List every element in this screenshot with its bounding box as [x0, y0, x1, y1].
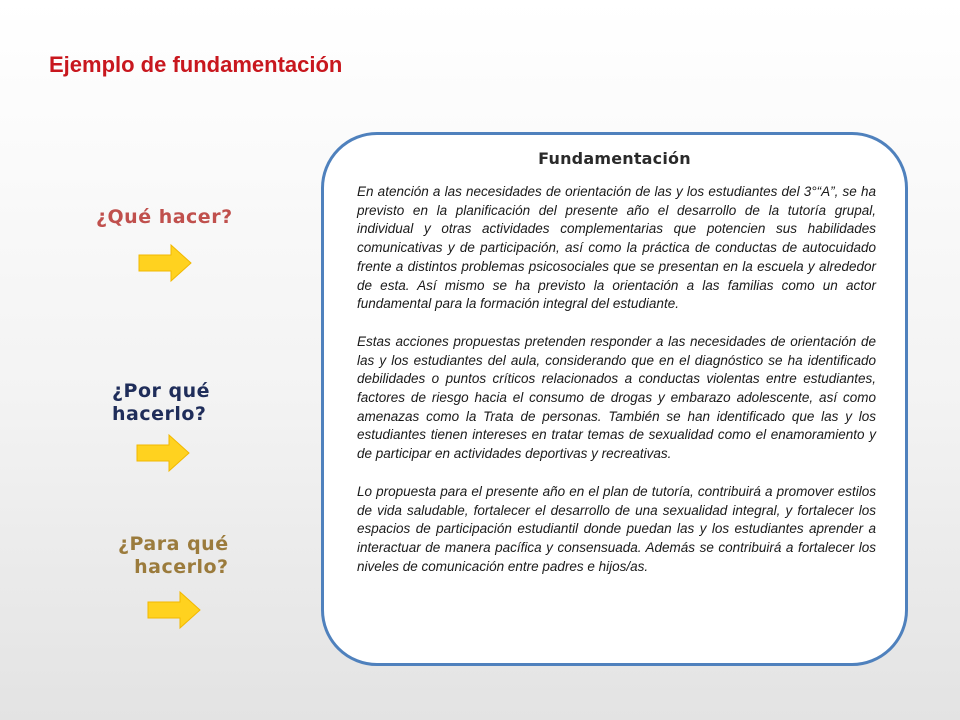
question-what-for-line1: ¿Para qué	[118, 533, 229, 555]
question-why-line2: hacerlo?	[112, 403, 207, 425]
question-what-for-line2: hacerlo?	[134, 556, 229, 578]
question-why-line1: ¿Por qué	[112, 380, 210, 402]
slide-title: Ejemplo de fundamentación	[49, 52, 343, 77]
right-arrow-icon	[147, 590, 201, 630]
fundamentacion-panel	[321, 132, 908, 666]
paragraph: Estas acciones propuestas pretenden responder a las necesidades de orientación de las y los estudiantes del aula, considerando que en el diagnóstico se ha identificado debilidades o puntos críticos relacionados a conductas violentas entre estudiantes, factores de riesgo hacia el consumo de drogas y embarazo adolescente, así como amenazas como la Trata de personas. También se han identificado que las y los estudiantes tienen intereses en tratar temas de sexualidad como el enamoramiento y de participar en actividades deportivas y recreativas.	[357, 333, 876, 462]
question-what-for	[118, 533, 229, 579]
right-arrow-icon	[136, 433, 190, 473]
right-arrow-icon	[138, 243, 192, 283]
question-what: ¿Qué hacer?	[96, 206, 233, 228]
paragraph: En atención a las necesidades de orientación de las y los estudiantes del 3°“A”, se ha previsto en la planificación del presente año el desarrollo de la tutoría grupal, individual y otras actividades complementarias que potencien sus habilidades comunicativas y de participación, así como la práctica de conductas de autocuidado frente a distintos problemas psicosociales que se presentan en la escuela y alrededor de esta. Así mismo se ha previsto la orientación a las familias como un actor fundamental para la formación integral del estudiante.	[357, 184, 876, 312]
question-why	[112, 380, 210, 426]
paragraph: Lo propuesta para el presente año en el plan de tutoría, contribuirá a promover estilos de vida saludable, fortalecer el desarrollo de una sexualidad integral, y fortalecer los espacios de participación estudiantil donde puedan las y los estudiantes aprender a interactuar de manera pacífica y consensuada. Además se contribuirá a fortalecer los niveles de comunicación entre padres e hijos/as.	[357, 483, 876, 574]
panel-title: Fundamentación	[538, 149, 691, 168]
panel-body	[357, 183, 876, 595]
